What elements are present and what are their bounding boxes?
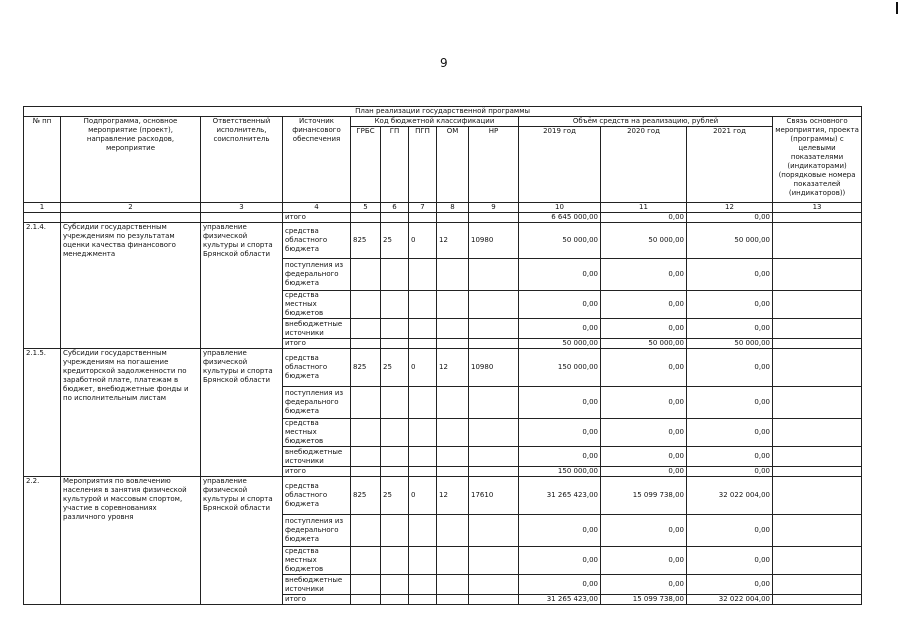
code-empty — [469, 387, 519, 419]
source-label: средства местных бюджетов — [283, 547, 351, 575]
amount-2019: 0,00 — [519, 419, 601, 447]
code-empty — [351, 419, 381, 447]
indicator-link — [773, 319, 862, 339]
column-number-row — [24, 203, 862, 213]
table-banner: План реализации государственной программы — [24, 107, 862, 117]
amount-2020: 0,00 — [601, 515, 687, 547]
code-om: 12 — [437, 223, 469, 259]
amount-2021: 0,00 — [687, 467, 773, 477]
code-grbs: 825 — [351, 477, 381, 515]
code-empty — [469, 467, 519, 477]
header-budget-code: Код бюджетной классификации — [351, 117, 519, 127]
indicator-link — [773, 223, 862, 259]
code-empty — [381, 319, 409, 339]
amount-2019: 31 265 423,00 — [519, 477, 601, 515]
code-empty — [351, 387, 381, 419]
amount-2021: 0,00 — [687, 419, 773, 447]
code-pgp: 0 — [409, 349, 437, 387]
amount-2019: 31 265 423,00 — [519, 595, 601, 605]
col-number: 6 — [381, 203, 409, 213]
col-number: 13 — [773, 203, 862, 213]
amount-2021: 50 000,00 — [687, 339, 773, 349]
code-empty — [409, 575, 437, 595]
code-empty — [351, 259, 381, 291]
code-empty — [469, 447, 519, 467]
amount-2019: 0,00 — [519, 291, 601, 319]
source-label: итого — [283, 213, 351, 223]
section-executor: управление физической культуры и спорта Брянской области — [201, 349, 283, 477]
amount-2019: 0,00 — [519, 447, 601, 467]
code-empty — [409, 387, 437, 419]
code-empty — [469, 515, 519, 547]
code-empty — [409, 547, 437, 575]
amount-2019: 0,00 — [519, 319, 601, 339]
indicator-link — [773, 547, 862, 575]
header-num: № пп — [24, 117, 61, 203]
amount-2019: 50 000,00 — [519, 223, 601, 259]
amount-2021: 0,00 — [687, 291, 773, 319]
amount-2020: 0,00 — [601, 319, 687, 339]
header-funds: Объём средств на реализацию, рублей — [519, 117, 773, 127]
code-np: 10980 — [469, 349, 519, 387]
amount-2021: 0,00 — [687, 575, 773, 595]
indicator-link — [773, 575, 862, 595]
source-label: поступления из федерального бюджета — [283, 259, 351, 291]
program-plan-table — [23, 106, 862, 605]
indicator-link — [773, 515, 862, 547]
code-empty — [409, 515, 437, 547]
amount-2021: 0,00 — [687, 547, 773, 575]
code-empty — [351, 447, 381, 467]
section-number: 2.2. — [24, 477, 61, 605]
amount-2019: 50 000,00 — [519, 339, 601, 349]
source-label: итого — [283, 467, 351, 477]
sections-body — [24, 223, 862, 605]
code-empty — [469, 419, 519, 447]
code-empty — [469, 291, 519, 319]
col-number: 7 — [409, 203, 437, 213]
code-empty — [409, 419, 437, 447]
header-source: Источник финансового обеспечения — [283, 117, 351, 203]
code-empty — [437, 595, 469, 605]
amount-2020: 0,00 — [601, 467, 687, 477]
page-number: 9 — [440, 56, 448, 70]
code-gp: 25 — [381, 477, 409, 515]
section-title: Субсидии государственным учреждениям по результатам оценки качества финансового менеджмента — [61, 223, 201, 349]
amount-2019: 0,00 — [519, 259, 601, 291]
amount-2020: 0,00 — [601, 387, 687, 419]
code-empty — [409, 595, 437, 605]
source-label: средства областного бюджета — [283, 477, 351, 515]
code-empty — [351, 319, 381, 339]
amount-2020: 0,00 — [601, 419, 687, 447]
code-empty — [351, 291, 381, 319]
section-number: 2.1.4. — [24, 223, 61, 349]
amount-2020: 0,00 — [601, 349, 687, 387]
source-label: внебюджетные источники — [283, 575, 351, 595]
amount-2021: 0,00 — [687, 319, 773, 339]
source-label: средства местных бюджетов — [283, 419, 351, 447]
amount-2020: 0,00 — [601, 291, 687, 319]
amount-2020: 15 099 738,00 — [601, 595, 687, 605]
amount-2021: 50 000,00 — [687, 223, 773, 259]
col-number: 4 — [283, 203, 351, 213]
header-program: Подпрограмма, основное мероприятие (проект), направление расходов, мероприятие — [61, 117, 201, 203]
section-row-regional — [24, 349, 862, 387]
amount-2021: 0,00 — [687, 447, 773, 467]
header-executor: Ответственный исполнитель, соисполнитель — [201, 117, 283, 203]
code-empty — [437, 259, 469, 291]
code-empty — [409, 259, 437, 291]
amount-2021: 32 022 004,00 — [687, 477, 773, 515]
source-label: средства местных бюджетов — [283, 291, 351, 319]
header-om: ОМ — [437, 127, 469, 203]
amount-2020: 50 000,00 — [601, 223, 687, 259]
indicator-link — [773, 291, 862, 319]
code-empty — [437, 547, 469, 575]
amount-2019: 0,00 — [519, 575, 601, 595]
code-empty — [437, 387, 469, 419]
indicator-link — [773, 339, 862, 349]
section-row-regional — [24, 223, 862, 259]
section-title: Мероприятия по вовлечению населения в занятия физической культурой и массовым спортом, участие в соревнованиях различного уровня — [61, 477, 201, 605]
code-empty — [381, 387, 409, 419]
amount-2020: 0,00 — [601, 259, 687, 291]
section-executor: управление физической культуры и спорта Брянской области — [201, 223, 283, 349]
section-executor: управление физической культуры и спорта Брянской области — [201, 477, 283, 605]
header-np: НР — [469, 127, 519, 203]
source-label: средства областного бюджета — [283, 349, 351, 387]
amount-2020: 0,00 — [601, 213, 687, 223]
source-label: средства областного бюджета — [283, 223, 351, 259]
code-empty — [381, 575, 409, 595]
amount-2020: 15 099 738,00 — [601, 477, 687, 515]
code-empty — [409, 319, 437, 339]
code-empty — [469, 259, 519, 291]
code-empty — [409, 339, 437, 349]
header-gp: ГП — [381, 127, 409, 203]
col-number: 10 — [519, 203, 601, 213]
scan-edge-mark — [896, 2, 898, 14]
col-number: 11 — [601, 203, 687, 213]
code-om: 12 — [437, 349, 469, 387]
header-2019: 2019 год — [519, 127, 601, 203]
code-empty — [381, 339, 409, 349]
code-empty — [351, 595, 381, 605]
col-number: 3 — [201, 203, 283, 213]
col-number: 8 — [437, 203, 469, 213]
code-empty — [437, 291, 469, 319]
code-empty — [351, 339, 381, 349]
col-number: 9 — [469, 203, 519, 213]
col-number: 1 — [24, 203, 61, 213]
code-pgp: 0 — [409, 477, 437, 515]
code-empty — [381, 419, 409, 447]
header-2020: 2020 год — [601, 127, 687, 203]
amount-2020: 0,00 — [601, 547, 687, 575]
code-empty — [469, 547, 519, 575]
code-empty — [437, 447, 469, 467]
section-row-regional — [24, 477, 862, 515]
indicator-link — [773, 259, 862, 291]
code-empty — [437, 319, 469, 339]
code-empty — [381, 467, 409, 477]
code-empty — [351, 547, 381, 575]
code-empty — [469, 319, 519, 339]
amount-2019: 150 000,00 — [519, 349, 601, 387]
code-empty — [437, 419, 469, 447]
total-row — [24, 213, 862, 223]
code-empty — [469, 575, 519, 595]
amount-2019: 0,00 — [519, 547, 601, 575]
indicator-link — [773, 595, 862, 605]
code-pgp: 0 — [409, 223, 437, 259]
code-empty — [409, 291, 437, 319]
code-empty — [381, 447, 409, 467]
code-empty — [437, 575, 469, 595]
header-pgp: ПГП — [409, 127, 437, 203]
code-np: 17610 — [469, 477, 519, 515]
header-link: Связь основного мероприятия, проекта (программы) с целевыми показателями (индикаторами) (порядковые номера показателей (индикаторов)) — [773, 117, 862, 203]
header-grbs: ГРБС — [351, 127, 381, 203]
code-empty — [469, 339, 519, 349]
amount-2021: 0,00 — [687, 213, 773, 223]
code-gp: 25 — [381, 349, 409, 387]
code-grbs: 825 — [351, 349, 381, 387]
source-label: итого — [283, 595, 351, 605]
amount-2021: 32 022 004,00 — [687, 595, 773, 605]
indicator-link — [773, 477, 862, 515]
indicator-link — [773, 387, 862, 419]
code-empty — [381, 291, 409, 319]
indicator-link — [773, 467, 862, 477]
amount-2019: 0,00 — [519, 387, 601, 419]
source-label: итого — [283, 339, 351, 349]
source-label: поступления из федерального бюджета — [283, 515, 351, 547]
amount-2020: 0,00 — [601, 575, 687, 595]
code-empty — [409, 467, 437, 477]
code-om: 12 — [437, 477, 469, 515]
source-label: внебюджетные источники — [283, 319, 351, 339]
amount-2019: 150 000,00 — [519, 467, 601, 477]
code-empty — [469, 595, 519, 605]
code-gp: 25 — [381, 223, 409, 259]
indicator-link — [773, 349, 862, 387]
section-title: Субсидии государственным учреждениям на погашение кредиторской задолженности по заработной плате, платежам в бюджет, внебюджетные фонды и по исполнительным листам — [61, 349, 201, 477]
indicator-link — [773, 419, 862, 447]
col-number: 2 — [61, 203, 201, 213]
code-empty — [437, 339, 469, 349]
section-number: 2.1.5. — [24, 349, 61, 477]
amount-2021: 0,00 — [687, 259, 773, 291]
amount-2021: 0,00 — [687, 515, 773, 547]
indicator-link — [773, 447, 862, 467]
amount-2020: 0,00 — [601, 447, 687, 467]
code-empty — [381, 515, 409, 547]
code-grbs: 825 — [351, 223, 381, 259]
code-empty — [381, 547, 409, 575]
code-empty — [381, 595, 409, 605]
source-label: поступления из федерального бюджета — [283, 387, 351, 419]
amount-2021: 0,00 — [687, 349, 773, 387]
code-empty — [351, 575, 381, 595]
amount-2019: 6 645 000,00 — [519, 213, 601, 223]
amount-2021: 0,00 — [687, 387, 773, 419]
amount-2019: 0,00 — [519, 515, 601, 547]
header-2021: 2021 год — [687, 127, 773, 203]
code-empty — [437, 467, 469, 477]
code-empty — [437, 515, 469, 547]
code-empty — [409, 447, 437, 467]
col-number: 5 — [351, 203, 381, 213]
col-number: 12 — [687, 203, 773, 213]
code-empty — [351, 515, 381, 547]
code-empty — [381, 259, 409, 291]
code-np: 10980 — [469, 223, 519, 259]
code-empty — [351, 467, 381, 477]
source-label: внебюджетные источники — [283, 447, 351, 467]
amount-2020: 50 000,00 — [601, 339, 687, 349]
